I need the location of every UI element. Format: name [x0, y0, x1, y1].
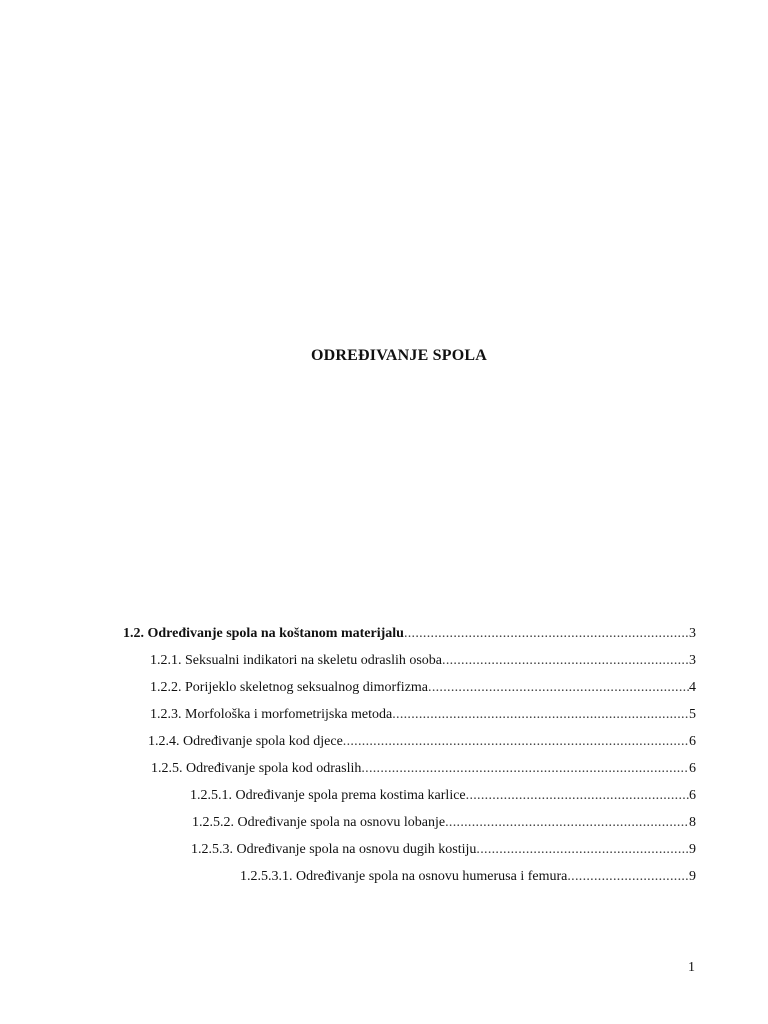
toc-entry-1-2-5[interactable] [151, 761, 696, 781]
toc-leader-dots [445, 815, 689, 831]
toc-entry-page: 6 [689, 788, 696, 803]
toc-entry-page: 5 [689, 707, 696, 722]
toc-entry-page: 6 [689, 761, 696, 776]
toc-entry-label: 1.2.4. Određivanje spola kod djece [148, 734, 343, 749]
toc-entry-page: 9 [689, 869, 696, 884]
toc-leader-dots [476, 842, 689, 858]
toc-entry-1-2-2[interactable] [150, 680, 696, 700]
toc-entry-page: 9 [689, 842, 696, 857]
toc-entry-page: 6 [689, 734, 696, 749]
toc-entry-1-2-3[interactable] [150, 707, 696, 727]
toc-entry-1-2-5-2[interactable] [192, 815, 696, 835]
toc-leader-dots [361, 761, 689, 777]
toc-entry-label: 1.2.5.2. Određivanje spola na osnovu lobanje [192, 815, 446, 830]
toc-entry-label: 1.2.5.3.1. Određivanje spola na osnovu humerusa i femura [240, 869, 568, 884]
toc-leader-dots [392, 707, 689, 723]
toc-leader-dots [466, 788, 689, 804]
toc-entry-page: 3 [689, 626, 696, 641]
toc-entry-label: 1.2. Određivanje spola na koštanom materijalu [123, 626, 404, 641]
toc-entry-label: 1.2.5.3. Određivanje spola na osnovu dugih kostiju [191, 842, 477, 857]
toc-entry-label: 1.2.5.1. Određivanje spola prema kostima karlice [190, 788, 466, 803]
toc-entry-page: 8 [689, 815, 696, 830]
toc-entry-1-2-5-1[interactable] [190, 788, 696, 808]
page-title: ODREĐIVANJE SPOLA [310, 347, 488, 364]
toc-leader-dots [428, 680, 689, 696]
toc-leader-dots [343, 734, 689, 750]
toc-entry-1-2-5-3-1[interactable] [240, 869, 696, 889]
toc-entry-label: 1.2.1. Seksualni indikatori na skeletu odraslih osoba [150, 653, 443, 668]
toc-entry-page: 3 [689, 653, 696, 668]
toc-leader-dots [442, 653, 689, 669]
toc-entry-label: 1.2.2. Porijeklo skeletnog seksualnog dimorfizma [150, 680, 429, 695]
toc-leader-dots [567, 869, 689, 885]
toc-entry-1-2[interactable] [123, 626, 696, 646]
toc-entry-1-2-4[interactable] [148, 734, 696, 754]
toc-entry-1-2-1[interactable] [150, 653, 696, 673]
toc-entry-label: 1.2.3. Morfološka i morfometrijska metoda [150, 707, 393, 722]
toc-entry-label: 1.2.5. Određivanje spola kod odraslih [151, 761, 362, 776]
toc-entry-1-2-5-3[interactable] [191, 842, 696, 862]
page-number: 1 [688, 960, 695, 975]
toc-leader-dots [404, 626, 689, 642]
toc-entry-page: 4 [689, 680, 696, 695]
